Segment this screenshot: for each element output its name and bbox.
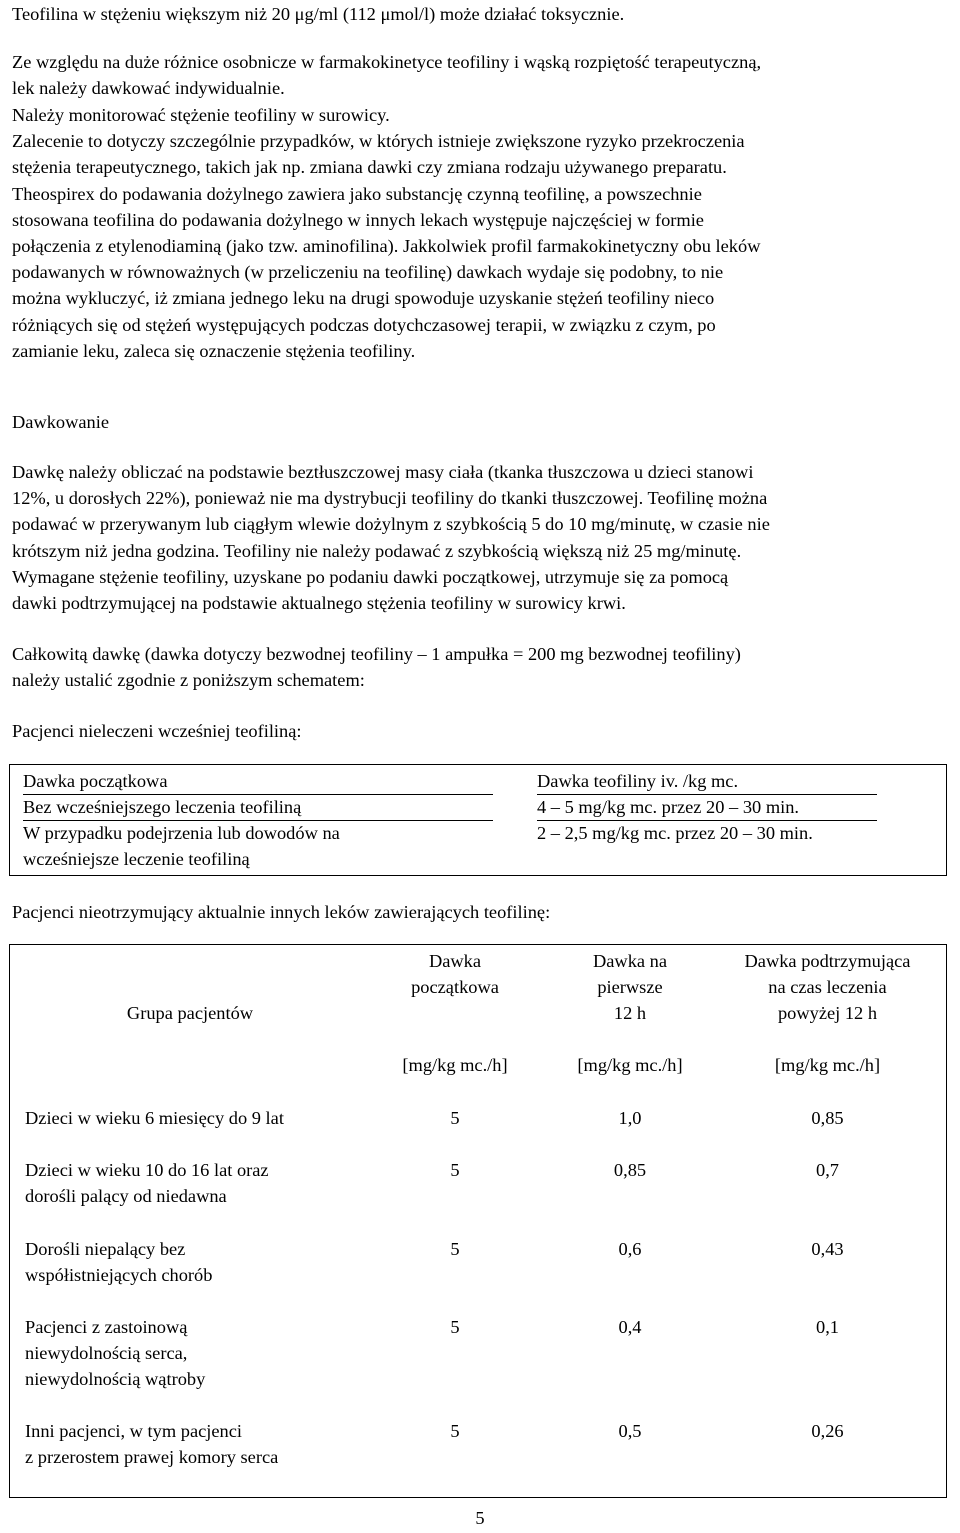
header-unit: [mg/kg mc./h] <box>774 1055 881 1075</box>
paragraph-total-dose <box>12 641 741 693</box>
row-divider <box>537 794 877 795</box>
header-initial-dose <box>365 948 545 1000</box>
text-line: 12 h <box>613 1003 647 1024</box>
cell-group <box>25 1105 355 1131</box>
text-line: Wymagane stężenie teofiliny, uzyskane po podaniu dawki początkowej, utrzymuje się za pomocą <box>12 566 729 587</box>
text-line: Dawkę należy obliczać na podstawie beztłuszczowej masy ciała (tkanka tłuszczowa u dzieci stanowi <box>12 462 754 482</box>
text-line: połączenia z etylenodiaminą (jako tzw. aminofilina). Jakkolwiek profil farmakokinetyczny obu leków <box>12 236 761 257</box>
table-cell <box>23 820 463 872</box>
text-line: Całkowitą dawkę (dawka dotyczy bezwodnej teofiliny – 1 ampułka = 200 mg bezwodnej teofiliny) <box>12 644 741 664</box>
text-line: podawanych w równoważnych (w przeliczeniu na teofilinę) dawkach wydaje się podobny, to nie <box>12 262 724 283</box>
paragraph-individual-dosing <box>12 49 761 101</box>
paragraph-dosage-calculation <box>12 459 770 616</box>
table-cell: 4 – 5 mg/kg mc. przez 20 – 30 min. <box>537 797 800 817</box>
table-untreated-patients <box>9 764 947 876</box>
cell-first12: 0,6 <box>618 1239 642 1259</box>
cell-group <box>25 1157 355 1209</box>
text-line: stosowana teofilina do podawania dożylnego w innych lekach występuje najczęściej w formie <box>12 209 704 230</box>
cell-initial: 5 <box>450 1239 460 1259</box>
table-cell: Dawka teofiliny iv. /kg mc. <box>537 771 739 791</box>
header-unit: [mg/kg mc./h] <box>402 1055 508 1075</box>
cell-first12: 0,4 <box>618 1317 642 1337</box>
text-line: niewydolnością serca, <box>25 1343 188 1364</box>
table-cell: Dawka początkowa <box>23 768 493 795</box>
text-line: Zalecenie to dotyczy szczególnie przypadków, w których istnieje zwiększone ryzyko przekroczenia <box>12 131 745 152</box>
text-line: należy ustalić zgodnie z poniższym schematem: <box>12 670 365 691</box>
text-line: Należy monitorować stężenie teofiliny w surowicy. <box>12 105 390 125</box>
header-maintenance-dose <box>735 948 920 1027</box>
table2-caption: Pacjenci nieotrzymujący aktualnie innych leków zawierających teofilinę: <box>12 902 551 922</box>
text-line: Inni pacjenci, w tym pacjenci <box>25 1421 243 1441</box>
cell-group <box>25 1418 355 1470</box>
text-line: Dzieci w wieku 6 miesięcy do 9 lat <box>25 1108 284 1128</box>
text-line: można wykluczyć, iż zmiana jednego leku na drugi spowoduje uzyskanie stężeń teofiliny nieco <box>12 288 715 309</box>
text-line: powyżej 12 h <box>777 1003 878 1024</box>
cell-maint: 0,7 <box>816 1160 839 1180</box>
cell-maint: 0,85 <box>811 1108 844 1128</box>
text-line: różniących się od stężeń występujących podczas dotychczasowej terapii, w związku z czym, po <box>12 314 716 335</box>
text-line: na czas leczenia <box>768 977 887 998</box>
text-line: podawać w przerywanym lub ciągłym wlewie dożylnym z szybkością 5 do 10 mg/minutę, w czasie nie <box>12 514 770 535</box>
table1-caption: Pacjenci nieleczeni wcześniej teofiliną: <box>12 721 302 741</box>
paragraph-monitoring <box>12 102 760 364</box>
paragraph-toxicity: Teofilina w stężeniu większym niż 20 μg/ml (112 μmol/l) może działać toksycznie. <box>12 4 625 24</box>
cell-group <box>25 1236 355 1288</box>
cell-initial: 5 <box>450 1317 460 1337</box>
cell-maint: 0,26 <box>811 1421 844 1441</box>
text-line: współistniejących chorób <box>25 1265 213 1286</box>
text-line: zamianie leku, zaleca się oznaczenie stężenia teofiliny. <box>12 340 416 361</box>
text-line: krótszym niż jedna godzina. Teofiliny nie należy podawać z szybkością większą niż 25 mg/minutę. <box>12 540 742 561</box>
table-cell: Bez wcześniejszego leczenia teofiliną <box>23 794 493 821</box>
text-line: z przerostem prawej komory serca <box>25 1447 279 1468</box>
header-group: Grupa pacjentów <box>126 1003 254 1023</box>
text-line: początkowa <box>411 977 499 998</box>
text-line: 12%, u dorosłych 22%), ponieważ nie ma dystrybucji teofiliny do tkanki tłuszczowej. Teofilinę można <box>12 488 768 509</box>
text-line: Dorośli niepalący bez <box>25 1239 186 1259</box>
table-patients-not-on-theophylline <box>9 944 947 1498</box>
text-line: wcześniejsze leczenie teofiliną <box>23 849 250 869</box>
text-line: Theospirex do podawania dożylnego zawiera jako substancję czynną teofilinę, a powszechnie <box>12 183 702 204</box>
text-line: Dawka podtrzymująca <box>744 951 911 971</box>
cell-first12: 0,5 <box>618 1421 642 1441</box>
table-cell: 2 – 2,5 mg/kg mc. przez 20 – 30 min. <box>537 823 813 843</box>
text-line: Ze względu na duże różnice osobnicze w farmakokinetyce teofiliny i wąską rozpiętość terapeutyczną, <box>12 52 762 72</box>
text-line: Dawka na <box>592 951 668 971</box>
text-line: lek należy dawkować indywidualnie. <box>12 78 285 99</box>
text-line: niewydolnością wątroby <box>25 1369 206 1390</box>
cell-group <box>25 1314 355 1393</box>
header-first-12h-dose <box>540 948 720 1027</box>
section-heading: Dawkowanie <box>12 412 110 432</box>
text-line: Dzieci w wieku 10 do 16 lat oraz <box>25 1160 269 1180</box>
cell-initial: 5 <box>450 1108 460 1128</box>
text-line: dawki podtrzymującej na podstawie aktualnego stężenia teofiliny w surowicy krwi. <box>12 593 626 614</box>
text-line: Dawka <box>428 951 482 971</box>
text-line: dorośli palący od niedawna <box>25 1186 227 1207</box>
row-divider <box>537 820 877 821</box>
cell-maint: 0,1 <box>816 1317 839 1337</box>
text-line: stężenia terapeutycznego, takich jak np. zmiana dawki czy zmiana rodzaju używanego preparatu. <box>12 157 727 178</box>
cell-initial: 5 <box>450 1160 460 1180</box>
cell-first12: 0,85 <box>613 1160 647 1180</box>
cell-maint: 0,43 <box>811 1239 844 1259</box>
text-line: pierwsze <box>597 977 663 998</box>
text-line: Pacjenci z zastoinową <box>25 1317 188 1337</box>
cell-initial: 5 <box>450 1421 460 1441</box>
header-unit: [mg/kg mc./h] <box>577 1055 683 1075</box>
cell-first12: 1,0 <box>618 1108 642 1128</box>
page-number: 5 <box>475 1508 485 1528</box>
text-line: W przypadku podejrzenia lub dowodów na <box>23 823 340 843</box>
